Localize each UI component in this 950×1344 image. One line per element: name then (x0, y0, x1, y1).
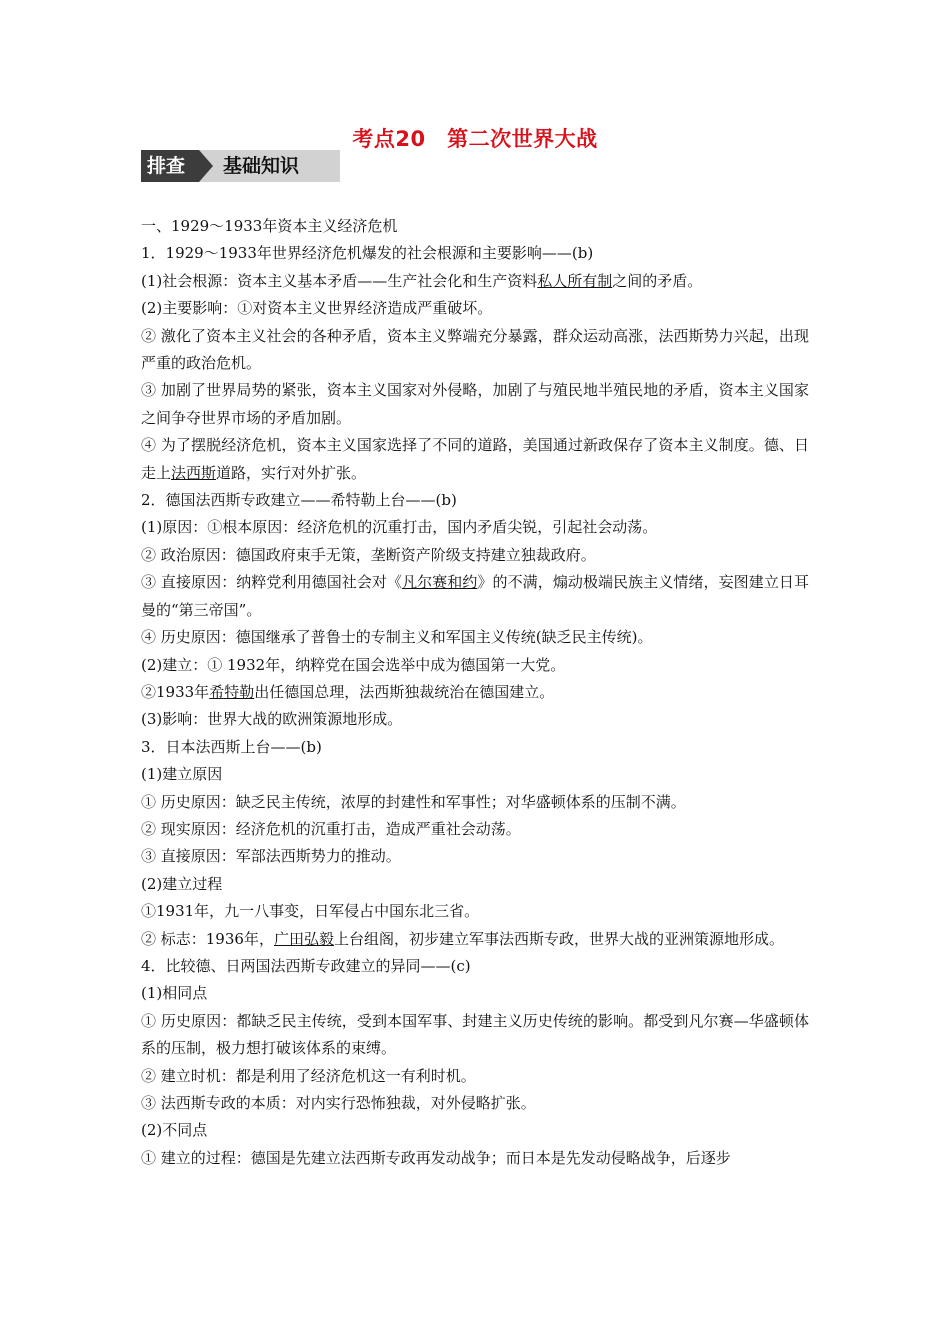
paragraph-text: 出任德国总理，法西斯独裁统治在德国建立。 (254, 682, 555, 701)
paragraph-text: (2)主要影响：①对资本主义世界经济造成严重破坏。 (141, 299, 493, 318)
paragraph-text: (3)影响：世界大战的欧洲策源地形成。 (141, 710, 403, 729)
paragraph-text: ① 历史原因：都缺乏民主传统，受到本国军事、封建主义历史传统的影响。都受到凡尔赛—华盛顿体系的压制，极力想打破该体系的束缚。 (141, 1011, 809, 1058)
paragraph-text: (1)相同点 (141, 984, 208, 1003)
paragraph (141, 761, 809, 788)
paragraph (141, 268, 809, 295)
paragraph (141, 624, 809, 651)
paragraph-text: ① 历史原因：缺乏民主传统，浓厚的封建性和军事性；对华盛顿体系的压制不满。 (141, 792, 686, 811)
paragraph-text: 1．1929～1933年世界经济危机爆发的社会根源和主要影响——(b) (141, 244, 594, 263)
banner-tag: 排查 (141, 150, 199, 182)
paragraph (141, 1117, 809, 1144)
paragraph (141, 1090, 809, 1117)
paragraph (141, 734, 809, 761)
paragraph (141, 898, 809, 925)
paragraph-text: ②1933年 (141, 682, 210, 701)
paragraph (141, 1063, 809, 1090)
paragraph-text: (2)不同点 (141, 1121, 208, 1140)
paragraph (141, 213, 809, 240)
paragraph (141, 679, 809, 706)
underlined-term: 法西斯 (171, 463, 217, 482)
section-banner (141, 150, 340, 182)
paragraph (141, 295, 809, 322)
paragraph (141, 542, 809, 569)
paragraph-text: 3．日本法西斯上台——(b) (141, 737, 322, 756)
document-body (141, 213, 809, 1172)
paragraph-text: (2)建立过程 (141, 874, 223, 893)
paragraph-text: 一、1929～1933年资本主义经济危机 (141, 217, 398, 235)
paragraph-text: ④ 历史原因：德国继承了普鲁士的专制主义和军国主义传统(缺乏民主传统)。 (141, 628, 653, 647)
paragraph (141, 240, 809, 267)
paragraph-text: 道路，实行对外扩张。 (216, 463, 367, 482)
paragraph (141, 377, 809, 432)
paragraph-text: 上台组阁，初步建立军事法西斯专政，世界大战的亚洲策源地形成。 (333, 929, 784, 948)
paragraph-text: (1)社会根源：资本主义基本矛盾——生产社会化和生产资料 (141, 271, 538, 290)
paragraph (141, 980, 809, 1007)
paragraph-text: ① 建立的过程：德国是先建立法西斯专政再发动战争；而日本是先发动侵略战争，后逐步 (141, 1148, 731, 1167)
paragraph-text: 2．德国法西斯专政建立——希特勒上台——(b) (141, 491, 457, 510)
paragraph (141, 926, 809, 953)
paragraph (141, 432, 809, 487)
paragraph (141, 789, 809, 816)
paragraph-text: ② 政治原因：德国政府束手无策，垄断资产阶级支持建立独裁政府。 (141, 545, 596, 564)
paragraph-text: 4．比较德、日两国法西斯专政建立的异同——(c) (141, 956, 471, 975)
paragraph (141, 706, 809, 733)
paragraph-text: ② 激化了资本主义社会的各种矛盾，资本主义弊端充分暴露，群众运动高涨，法西斯势力兴起，出现严重的政治危机。 (141, 326, 809, 373)
page-title: 考点20 第二次世界大战 (352, 127, 598, 151)
banner-label: 基础知识 (223, 155, 300, 177)
underlined-term: 凡尔赛和约 (402, 573, 478, 592)
paragraph (141, 953, 809, 980)
paragraph-text: ④ 为了摆脱经济危机，资本主义国家选择了不同的道路，美国通过新政保存了资本主义制度。德、日走上 (141, 436, 809, 482)
paragraph (141, 569, 809, 624)
paragraph (141, 514, 809, 541)
paragraph-text: ③ 直接原因：军部法西斯势力的推动。 (141, 847, 401, 866)
paragraph-text: ③ 法西斯专政的本质：对内实行恐怖独裁，对外侵略扩张。 (141, 1094, 536, 1112)
banner-arrow-icon (199, 150, 213, 182)
paragraph-text: 》的不满，煽动极端民族主义情绪，妄图建立日耳曼的“第三帝国”。 (141, 573, 809, 619)
paragraph (141, 1145, 809, 1172)
paragraph (141, 843, 809, 870)
underlined-term: 希特勒 (209, 682, 255, 701)
paragraph-text: (1)建立原因 (141, 765, 223, 784)
paragraph-text: (1)原因：①根本原因：经济危机的沉重打击，国内矛盾尖锐，引起社会动荡。 (141, 518, 658, 537)
underlined-term: 私人所有制 (537, 271, 613, 290)
paragraph (141, 816, 809, 843)
paragraph (141, 1008, 809, 1063)
paragraph-text: ② 现实原因：经济危机的沉重打击，造成严重社会动荡。 (141, 819, 521, 838)
paragraph-text: 之间的矛盾。 (612, 271, 703, 290)
paragraph (141, 487, 809, 514)
paragraph-text: (2)建立：① 1932年，纳粹党在国会选举中成为德国第一大党。 (141, 655, 566, 674)
underlined-term: 广田弘毅 (273, 929, 334, 948)
paragraph (141, 871, 809, 898)
paragraph (141, 652, 809, 679)
paragraph-text: ③ 直接原因：纳粹党利用德国社会对《 (141, 573, 403, 592)
paragraph (141, 323, 809, 378)
paragraph-text: ①1931年，九一八事变，日军侵占中国东北三省。 (141, 902, 480, 921)
paragraph-text: ② 建立时机：都是利用了经济危机这一有利时机。 (141, 1066, 476, 1085)
paragraph-text: ② 标志：1936年， (141, 929, 274, 948)
paragraph-text: ③ 加剧了世界局势的紧张，资本主义国家对外侵略，加剧了与殖民地半殖民地的矛盾，资本主义国家之间争夺世界市场的矛盾加剧。 (141, 381, 809, 427)
